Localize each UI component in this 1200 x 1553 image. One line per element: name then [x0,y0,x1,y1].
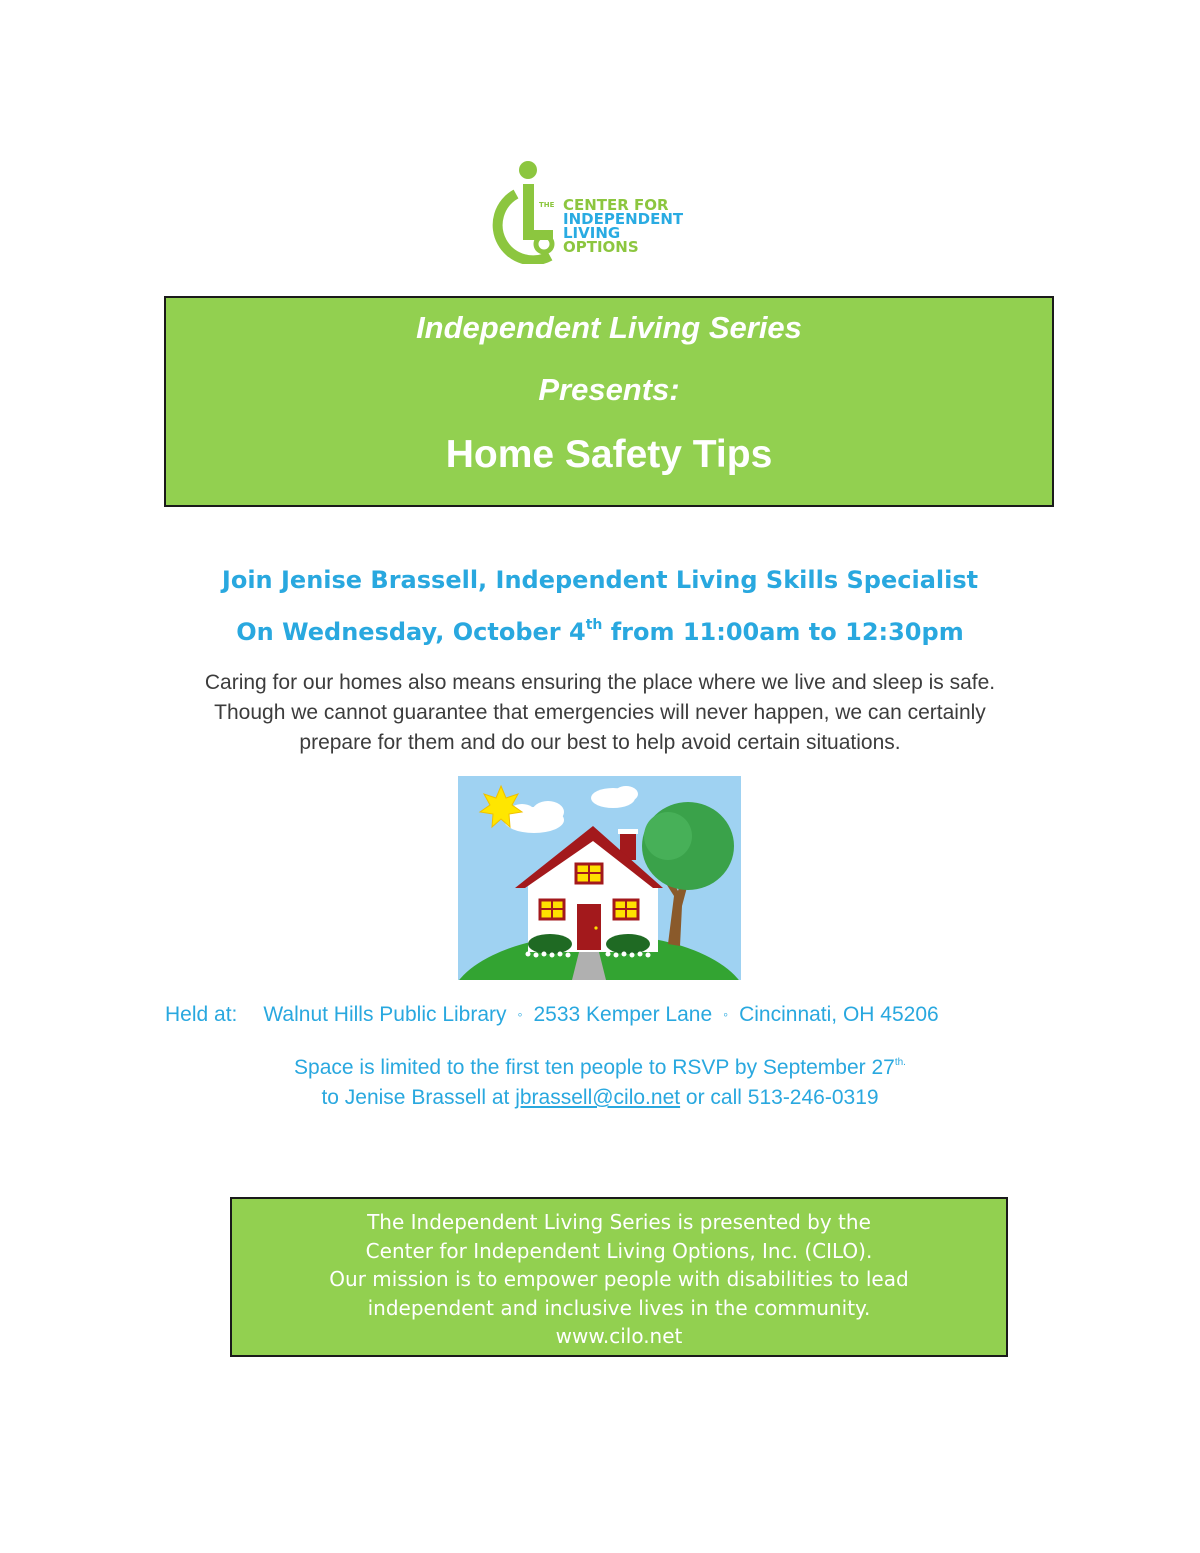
email-link[interactable]: jbrassell@cilo.net [515,1086,681,1109]
footer-line-3: Our mission is to empower people with disabilities to lead [329,1267,909,1292]
intro-line-2: Though we cannot guarantee that emergencies will never happen, we can certainly [214,701,986,724]
date-line [0,617,1200,646]
event-title: Home Safety Tips [445,433,773,476]
location-address: 2533 Kemper Lane [533,1003,713,1026]
footer-line-2: Center for Independent Living Options, Inc. (CILO). [365,1238,873,1263]
location-line [165,1003,939,1027]
footer-website[interactable]: www.cilo.net [555,1324,683,1349]
held-at-label: Held at: [165,1003,238,1026]
rsvp-line-1 [0,1048,1200,1083]
rsvp-line-2 [0,1083,1200,1113]
footer-box [230,1197,1008,1357]
footer-line-1: The Independent Living Series is presented by the [367,1210,871,1234]
rsvp-phone: or call 513-246-0319 [680,1086,879,1109]
rsvp-to: to Jenise Brassell at [321,1086,516,1109]
location-city: Cincinnati, OH 45206 [739,1003,939,1026]
location-place: Walnut Hills Public Library [263,1003,507,1026]
host-line: Join Jenise Brassell, Independent Living Skills Specialist [221,566,979,594]
header-box [164,296,1054,507]
footer-line-4: independent and inclusive lives in the community. [367,1295,871,1320]
logo-the: THE [539,201,555,209]
date-prefix: On Wednesday, October 4 [236,618,586,646]
date-time: from 11:00am to 12:30pm [602,618,964,646]
intro-line-1: Caring for our homes also means ensuring the place where we live and sleep is safe. [204,671,996,694]
date-ordinal: th [585,617,603,633]
rsvp-text: Space is limited to the first ten people to RSVP by September 27 [294,1056,895,1079]
presents-text: Presents: [538,372,680,407]
separator-1: ◦ [517,1006,523,1022]
rsvp-ordinal: th. [894,1057,906,1068]
logo-line-4: OPTIONS [563,238,639,256]
house-illustration [458,776,741,980]
logo-line-2: INDEPENDENT [563,210,684,228]
intro-paragraph [130,668,1070,758]
series-title: Independent Living Series [416,310,802,345]
separator-2: ◦ [723,1006,729,1022]
rsvp-block [0,1048,1200,1113]
intro-line-3: prepare for them and do our best to help avoid certain situations. [299,731,901,754]
logo-line-3: LIVING [563,224,621,242]
logo-line-1: CENTER FOR [563,196,669,214]
